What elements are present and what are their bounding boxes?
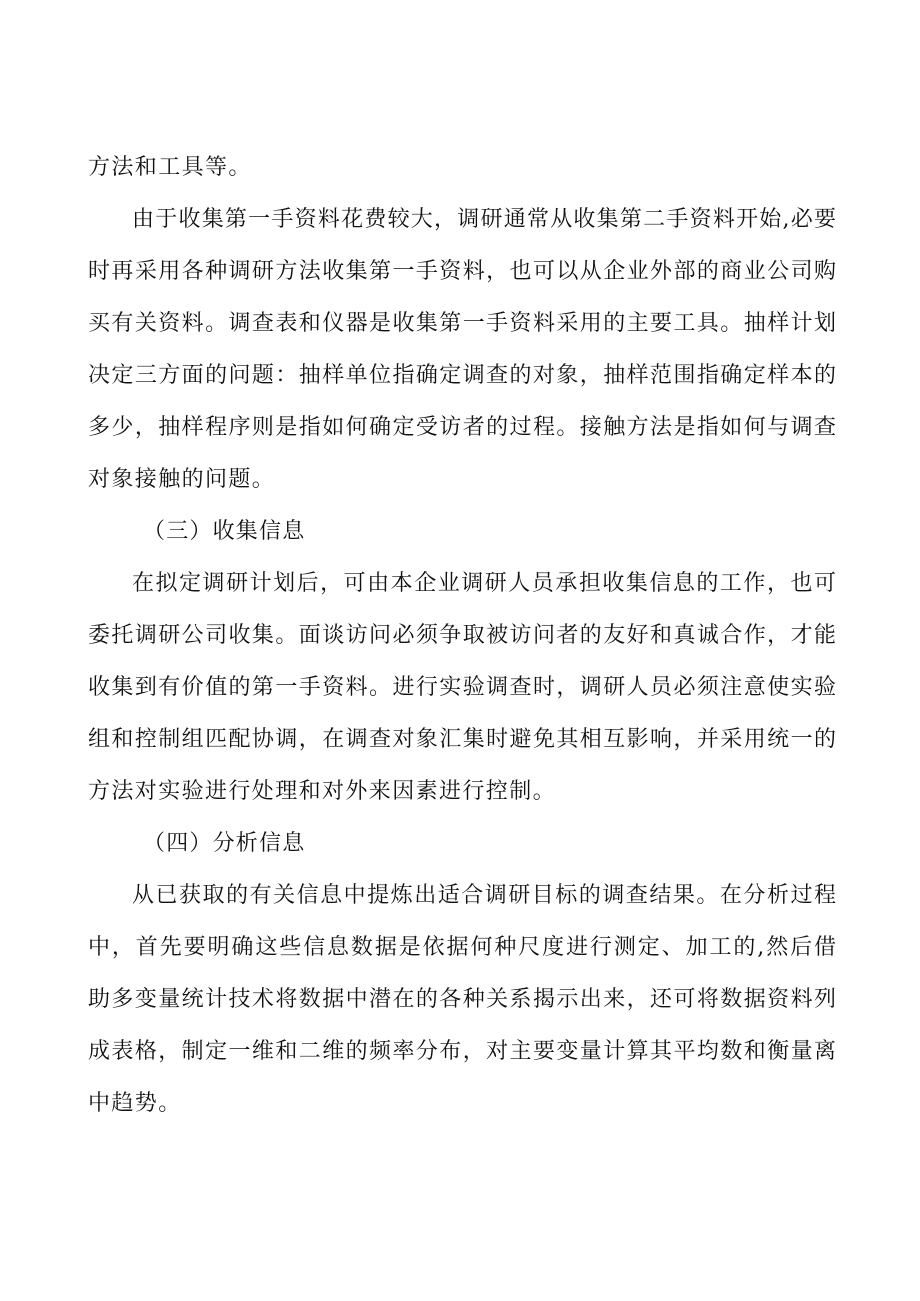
paragraph-line: 由于收集第一手资料花费较大，调研通常从收集第二手资料开始,必要 xyxy=(132,207,836,232)
paragraph-line: 在拟定调研计划后，可由本企业调研人员承担收集信息的工作，也可 xyxy=(132,571,836,596)
paragraph-line: 中趋势。 xyxy=(88,1091,182,1116)
paragraph-line: 对象接触的问题。 xyxy=(88,467,276,492)
paragraph-line: 买有关资料。调查表和仪器是收集第一手资料采用的主要工具。抽样计划 xyxy=(88,311,836,336)
paragraph-line: 组和控制组匹配协调，在调查对象汇集时避免其相互影响，并采用统一的 xyxy=(88,727,836,752)
section-heading: （四）分析信息 xyxy=(143,831,306,856)
paragraph-line: 成表格，制定一维和二维的频率分布，对主要变量计算其平均数和衡量离 xyxy=(88,1039,836,1064)
paragraph-line: 方法对实验进行处理和对外来因素进行控制。 xyxy=(88,779,557,804)
paragraph-line: 决定三方面的问题：抽样单位指确定调查的对象，抽样范围指确定样本的 xyxy=(88,363,836,388)
paragraph-line: 中，首先要明确这些信息数据是依据何种尺度进行测定、加工的,然后借 xyxy=(88,935,836,960)
paragraph-line: 收集到有价值的第一手资料。进行实验调查时，调研人员必须注意使实验 xyxy=(88,675,836,700)
paragraph-line: 多少，抽样程序则是指如何确定受访者的过程。接触方法是指如何与调查 xyxy=(88,415,836,440)
paragraph-continuation-line: 方法和工具等。 xyxy=(88,155,252,180)
paragraph-line: 委托调研公司收集。面谈访问必须争取被访问者的友好和真诚合作，才能 xyxy=(88,623,836,648)
paragraph-line: 从已获取的有关信息中提炼出适合调研目标的调查结果。在分析过程 xyxy=(132,883,836,908)
paragraph-line: 助多变量统计技术将数据中潜在的各种关系揭示出来，还可将数据资料列 xyxy=(88,987,836,1012)
section-heading: （三）收集信息 xyxy=(143,519,306,544)
paragraph-line: 时再采用各种调研方法收集第一手资料，也可以从企业外部的商业公司购 xyxy=(88,259,836,284)
